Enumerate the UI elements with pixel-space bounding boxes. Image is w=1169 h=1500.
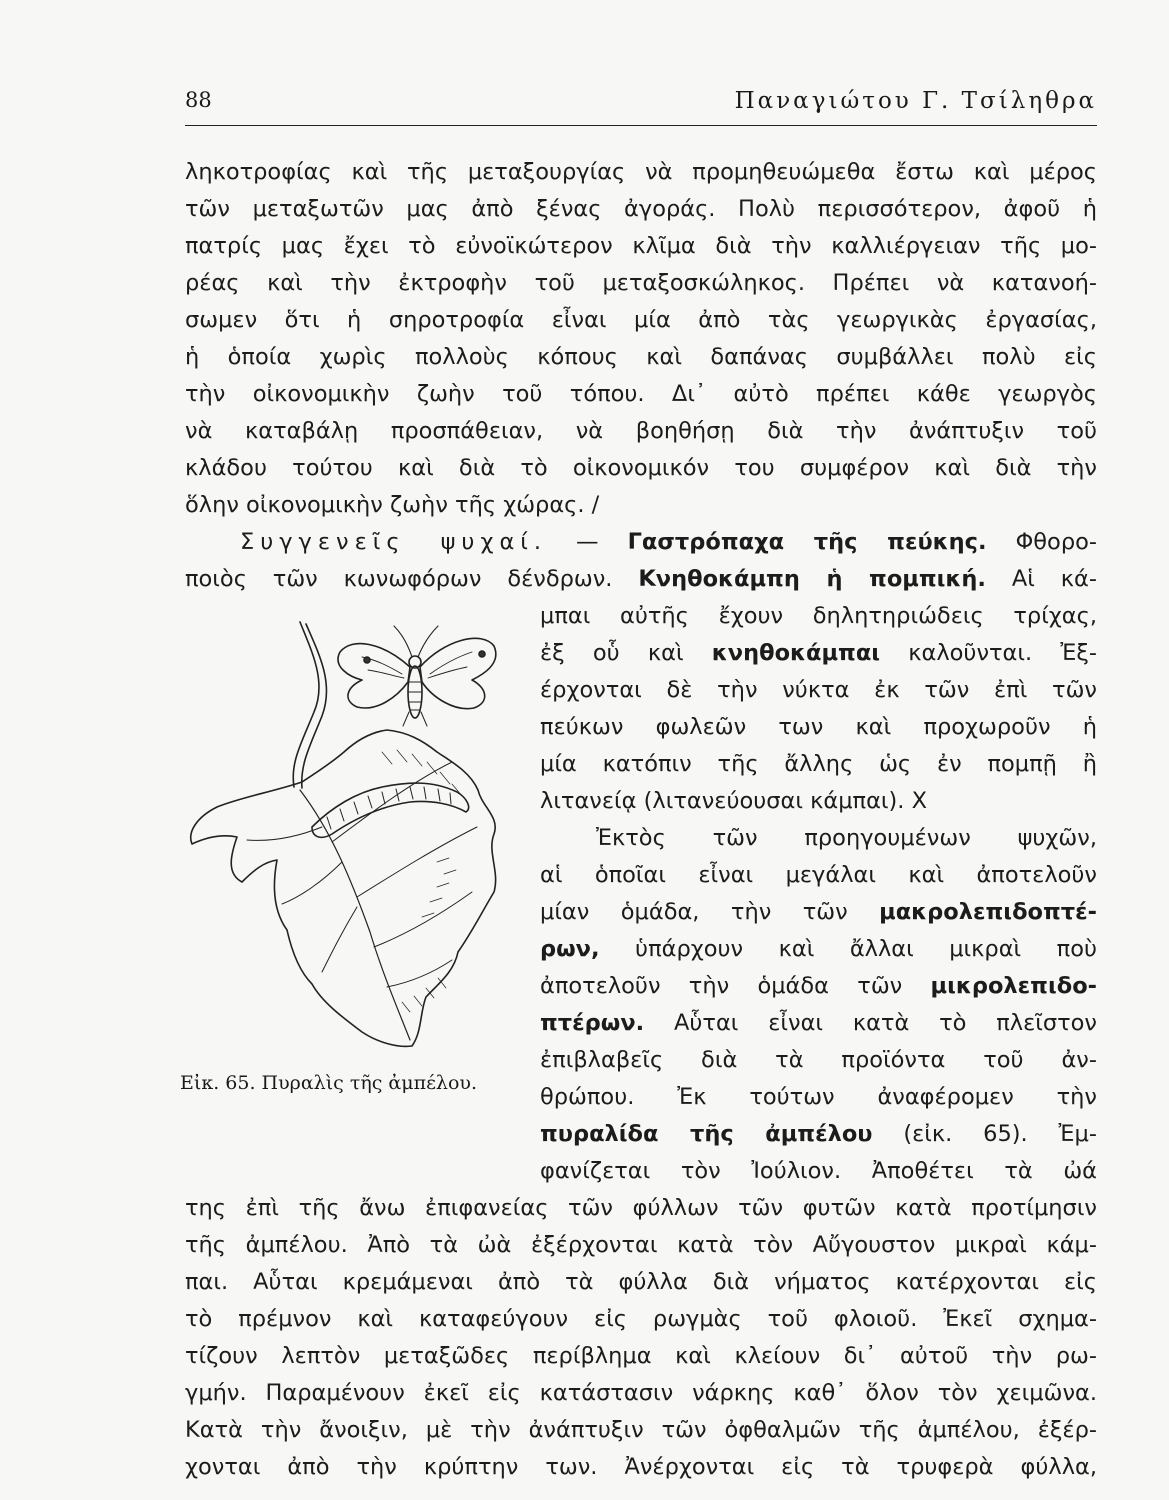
text-line: ἐπιβλαβεῖς διὰ τὰ προϊόντα τοῦ ἀν- (540, 1047, 1097, 1073)
text-line: ρέας καὶ τὴν ἐκτροφὴν τοῦ μεταξοσκώληκος. Πρέπει νὰ κατανοή- (185, 270, 1097, 296)
text-fragment: Αἱ κά- (985, 566, 1097, 592)
text-line: θρώπου. Ἐκ τούτων ἀναφέρομεν τὴν (540, 1084, 1097, 1110)
text-line: σωμεν ὅτι ἡ σηροτροφία εἶναι μία ἀπὸ τὰς γεωργικὰς ἐργασίας, (185, 307, 1097, 333)
running-head: Παναγιώτου Γ. Τσίληθρα (734, 88, 1097, 114)
text-line (185, 564, 1097, 594)
text-line: παι. Αὗται κρεμάμεναι ἀπὸ τὰ φύλλα διὰ νήματος κατέρχονται εἰς (185, 1269, 1097, 1295)
text-fragment: ἀποτελοῦν τὴν ὁμάδα τῶν (540, 973, 931, 999)
text-line: τίζουν λεπτὸν μεταξῶδες περίβλημα καὶ κλείουν δι᾽ αὐτοῦ τὴν ρω- (185, 1343, 1097, 1369)
text-fragment: ποιὸς τῶν κωνωφόρων δένδρων. (185, 566, 639, 592)
text-line: μία κατόπιν τῆς ἄλλης ὡς ἐν πομπῇ ἢ (540, 751, 1097, 777)
text-line: πατρίς μας ἔχει τὸ εὐνοϊκώτερον κλῖμα διὰ τὴν καλλιέργειαν τῆς μο- (185, 233, 1097, 259)
text-line: τῆς ἀμπέλου. Ἀπὸ τὰ ὠὰ ἐξέρχονται κατὰ τὸν Αὔγουστον μικραὶ κάμ- (185, 1232, 1097, 1258)
text-line: κλάδου τούτου καὶ διὰ τὸ οἰκονομικόν του συμφέρον καὶ διὰ τὴν (185, 455, 1097, 481)
text-line: μπαι αὐτῆς ἔχουν δηλητηριώδεις τρίχας, (540, 603, 1097, 629)
section-heading-line (240, 527, 1097, 557)
text-fragment: (εἰκ. 65). Ἐμ- (872, 1121, 1097, 1147)
species-name: πυραλίδα τῆς ἀμπέλου (540, 1121, 873, 1147)
text-fragment: ὑπάρχουν καὶ ἄλλαι μικραὶ ποὺ (599, 936, 1097, 962)
text-line: τὸ πρέμνον καὶ καταφεύγουν εἰς ρωγμὰς τοῦ φλοιοῦ. Ἐκεῖ σχημα- (185, 1306, 1097, 1332)
term: ρων, (540, 936, 600, 962)
page-number: 88 (185, 88, 212, 112)
section-title: Συγγενεῖς ψυχαί. (240, 529, 548, 555)
text-line (540, 934, 1097, 964)
text-line: ὅλην οἰκονομικὴν ζωὴν τῆς χώρας. / (185, 492, 600, 518)
text-fragment: ἐξ οὗ καὶ (540, 640, 712, 666)
page-header (185, 85, 1097, 126)
text-line (540, 971, 1097, 1001)
text-fragment: μίαν ὁμάδα, τὴν τῶν (540, 899, 880, 925)
text-line: γμήν. Παραμένουν ἐκεῖ εἰς κατάστασιν νάρκης καθ᾽ ὅλον τὸν χειμῶνα. (185, 1380, 1097, 1406)
text-line: Ἐκτὸς τῶν προηγουμένων ψυχῶν, (596, 825, 1097, 851)
species-name: Γαστρόπαχα τῆς πεύκης. (627, 529, 987, 555)
species-name: Κνηθοκάμπη ἡ πομπική. (638, 566, 986, 592)
text-fragment: Φθορο- (986, 529, 1097, 555)
text-line: τὴν οἰκονομικὴν ζωὴν τοῦ τόπου. Δι᾽ αὐτὸ πρέπει κάθε γεωργὸς (185, 381, 1097, 407)
text-fragment: Αὗται εἶναι κατὰ τὸ πλεῖστον (644, 1010, 1097, 1036)
text-line: χονται ἀπὸ τὴν κρύπτην των. Ἀνέρχονται εἰς τὰ τρυφερὰ φύλλα, (185, 1454, 1097, 1480)
text-line: ἡ ὁποία χωρὶς πολλοὺς κόπους καὶ δαπάνας συμβάλλει πολὺ εἰς (185, 344, 1097, 370)
text-line: τῶν μεταξωτῶν μας ἀπὸ ξένας ἀγοράς. Πολὺ περισσότερον, ἀφοῦ ἡ (185, 196, 1097, 222)
text-line (540, 1119, 1097, 1149)
figure-caption: Εἰκ. 65. Πυραλὶς τῆς ἀμπέλου. (180, 1072, 477, 1094)
text-line: Κατὰ τὴν ἄνοιξιν, μὲ τὴν ἀνάπτυξιν τῶν ὀφθαλμῶν τῆς ἀμπέλου, ἐξέρ- (185, 1417, 1097, 1443)
term: πτέρων. (540, 1010, 645, 1036)
term: μικρολεπιδο- (930, 973, 1097, 999)
text-line (540, 1008, 1097, 1038)
moth-leaf-illustration (182, 612, 532, 1062)
text-line: αἱ ὁποῖαι εἶναι μεγάλαι καὶ ἀποτελοῦν (540, 862, 1097, 888)
text-line: έρχονται δὲ τὴν νύκτα ἐκ τῶν ἐπὶ τῶν (540, 677, 1097, 703)
dash: — (547, 529, 628, 555)
term: κνηθοκάμπαι (711, 640, 881, 666)
text-fragment: καλοῦνται. Ἐξ- (880, 640, 1098, 666)
text-line: πεύκων φωλεῶν των καὶ προχωροῦν ἡ (540, 714, 1097, 740)
text-line (540, 638, 1097, 668)
term: μακρολεπιδοπτέ- (879, 899, 1097, 925)
text-line: φανίζεται τὸν Ἰούλιον. Ἀποθέτει τὰ ὠά (540, 1158, 1097, 1184)
text-line: της ἐπὶ τῆς ἄνω ἐπιφανείας τῶν φύλλων τῶν φυτῶν κατὰ προτίμησιν (185, 1195, 1097, 1221)
text-line: ληκοτροφίας καὶ τῆς μεταξουργίας νὰ προμηθευώμεθα ἔστω καὶ μέρος (185, 159, 1097, 185)
text-line: νὰ καταβάλῃ προσπάθειαν, νὰ βοηθήσῃ διὰ τὴν ἀνάπτυξιν τοῦ (185, 418, 1097, 444)
text-line: λιτανείᾳ (λιτανεύουσαι κάμπαι). X (540, 788, 928, 814)
text-line (540, 897, 1097, 927)
